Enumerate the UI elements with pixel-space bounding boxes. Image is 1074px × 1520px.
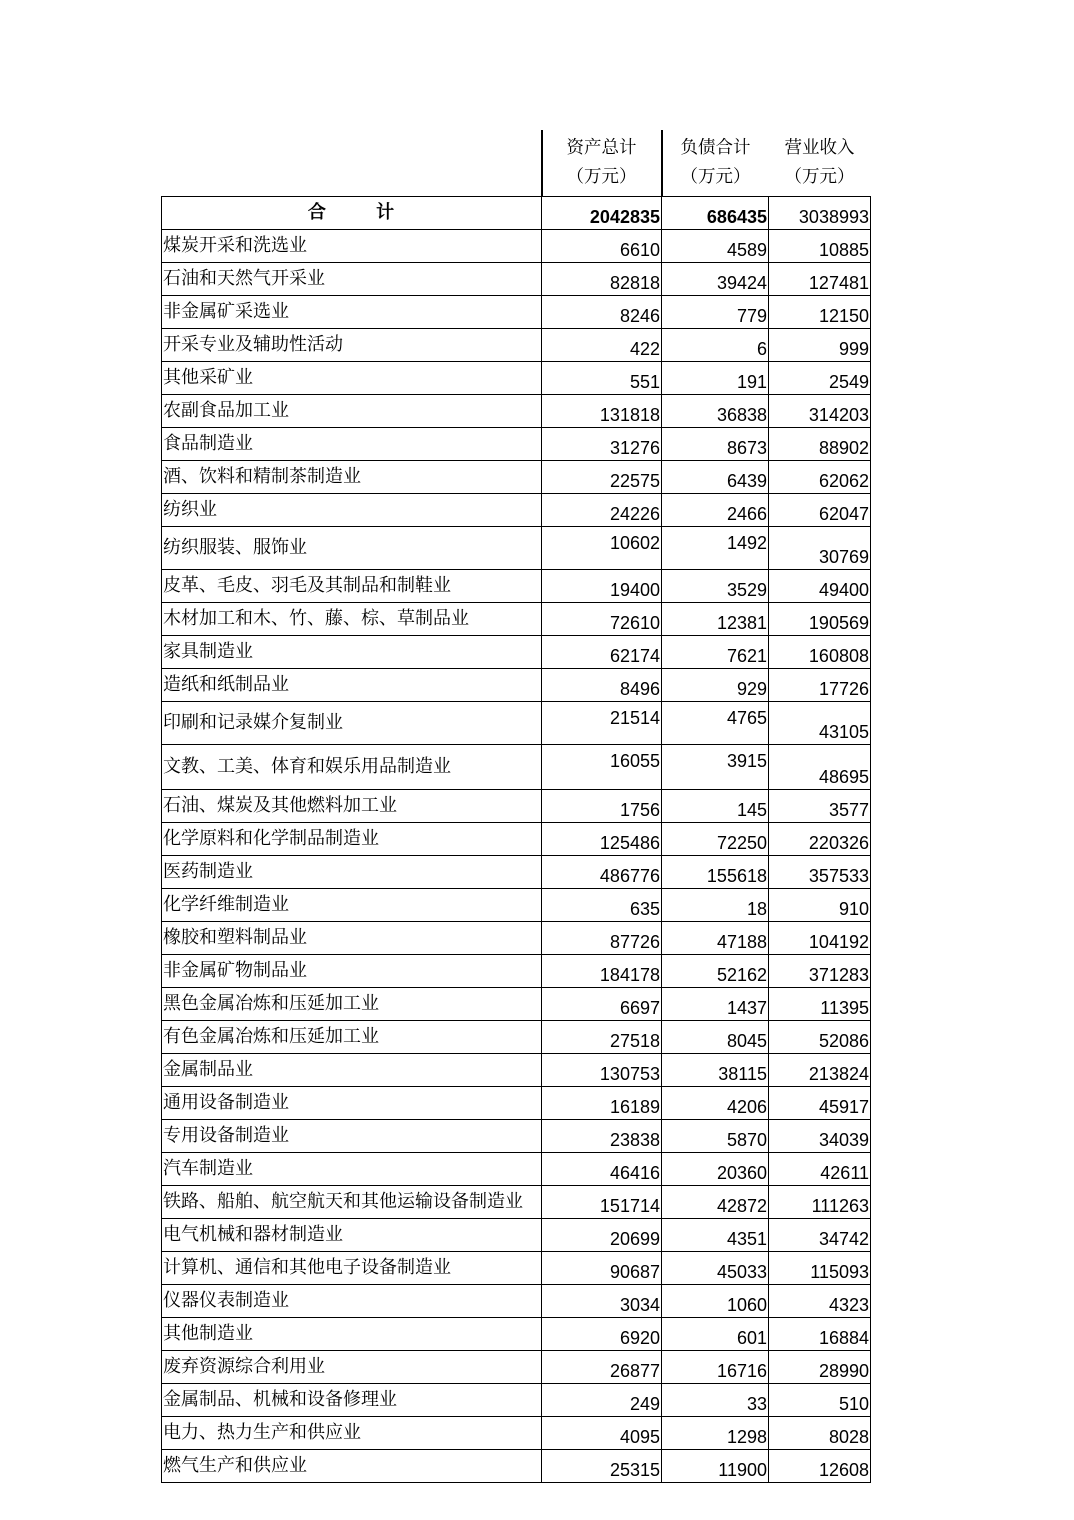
- row-assets: 8246: [542, 296, 662, 329]
- table-row: [162, 527, 871, 570]
- row-liabilities: 20360: [662, 1153, 769, 1186]
- row-liabilities: 36838: [662, 395, 769, 428]
- total-liabilities: 686435: [662, 197, 769, 230]
- row-name: 非金属矿采选业: [162, 296, 542, 329]
- row-liabilities: 2466: [662, 494, 769, 527]
- table-row: [162, 955, 871, 988]
- row-revenue: 34742: [769, 1219, 871, 1252]
- row-revenue: 160808: [769, 636, 871, 669]
- total-assets: 2042835: [542, 197, 662, 230]
- row-revenue: 43105: [769, 702, 871, 745]
- row-revenue: 10885: [769, 230, 871, 263]
- row-assets: 635: [542, 889, 662, 922]
- table-row: [162, 263, 871, 296]
- row-name: 煤炭开采和洗选业: [162, 230, 542, 263]
- row-revenue: 62062: [769, 461, 871, 494]
- table-row: [162, 296, 871, 329]
- row-revenue: 45917: [769, 1087, 871, 1120]
- row-name: 铁路、船舶、航空航天和其他运输设备制造业: [162, 1186, 542, 1219]
- row-liabilities: 3915: [662, 745, 769, 790]
- row-liabilities: 8673: [662, 428, 769, 461]
- row-name: 造纸和纸制品业: [162, 669, 542, 702]
- row-assets: 62174: [542, 636, 662, 669]
- table-row: [162, 494, 871, 527]
- row-revenue: 3577: [769, 790, 871, 823]
- row-revenue: 111263: [769, 1186, 871, 1219]
- table-row: [162, 1120, 871, 1153]
- table-row: [162, 230, 871, 263]
- row-name: 金属制品、机械和设备修理业: [162, 1384, 542, 1417]
- row-name: 废弃资源综合利用业: [162, 1351, 542, 1384]
- table-row: [162, 1384, 871, 1417]
- row-assets: 10602: [542, 527, 662, 570]
- row-revenue: 88902: [769, 428, 871, 461]
- row-assets: 6920: [542, 1318, 662, 1351]
- row-liabilities: 1492: [662, 527, 769, 570]
- row-liabilities: 601: [662, 1318, 769, 1351]
- row-liabilities: 1437: [662, 988, 769, 1021]
- table-row: [162, 603, 871, 636]
- row-name: 金属制品业: [162, 1054, 542, 1087]
- row-name: 其他制造业: [162, 1318, 542, 1351]
- table-row: [162, 988, 871, 1021]
- row-name: 非金属矿物制品业: [162, 955, 542, 988]
- row-revenue: 510: [769, 1384, 871, 1417]
- row-revenue: 42611: [769, 1153, 871, 1186]
- table-row: [162, 1417, 871, 1450]
- row-name: 通用设备制造业: [162, 1087, 542, 1120]
- row-assets: 151714: [542, 1186, 662, 1219]
- row-liabilities: 5870: [662, 1120, 769, 1153]
- table-row: [162, 1087, 871, 1120]
- row-name: 石油和天然气开采业: [162, 263, 542, 296]
- table-header-row: [162, 130, 871, 197]
- row-assets: 184178: [542, 955, 662, 988]
- row-revenue: 11395: [769, 988, 871, 1021]
- row-revenue: 910: [769, 889, 871, 922]
- row-revenue: 52086: [769, 1021, 871, 1054]
- table-row: [162, 636, 871, 669]
- row-assets: 87726: [542, 922, 662, 955]
- industry-table: [161, 130, 871, 1483]
- row-name: 专用设备制造业: [162, 1120, 542, 1153]
- row-assets: 26877: [542, 1351, 662, 1384]
- table-row: [162, 702, 871, 745]
- row-assets: 8496: [542, 669, 662, 702]
- row-assets: 23838: [542, 1120, 662, 1153]
- row-name: 计算机、通信和其他电子设备制造业: [162, 1252, 542, 1285]
- row-assets: 20699: [542, 1219, 662, 1252]
- row-liabilities: 47188: [662, 922, 769, 955]
- row-assets: 25315: [542, 1450, 662, 1483]
- row-revenue: 8028: [769, 1417, 871, 1450]
- row-liabilities: 6: [662, 329, 769, 362]
- row-revenue: 357533: [769, 856, 871, 889]
- row-revenue: 115093: [769, 1252, 871, 1285]
- row-assets: 551: [542, 362, 662, 395]
- row-assets: 22575: [542, 461, 662, 494]
- row-name: 食品制造业: [162, 428, 542, 461]
- row-liabilities: 11900: [662, 1450, 769, 1483]
- row-revenue: 213824: [769, 1054, 871, 1087]
- row-liabilities: 6439: [662, 461, 769, 494]
- row-liabilities: 18: [662, 889, 769, 922]
- row-liabilities: 7621: [662, 636, 769, 669]
- row-name: 农副食品加工业: [162, 395, 542, 428]
- row-name: 印刷和记录媒介复制业: [162, 702, 542, 745]
- table-body: [162, 130, 871, 1483]
- row-assets: 27518: [542, 1021, 662, 1054]
- header-blank-cell: [162, 130, 542, 197]
- row-liabilities: 12381: [662, 603, 769, 636]
- row-name: 纺织业: [162, 494, 542, 527]
- table-row: [162, 329, 871, 362]
- row-assets: 72610: [542, 603, 662, 636]
- row-assets: 46416: [542, 1153, 662, 1186]
- row-name: 皮革、毛皮、羽毛及其制品和制鞋业: [162, 570, 542, 603]
- table-row: [162, 395, 871, 428]
- row-liabilities: 33: [662, 1384, 769, 1417]
- row-assets: 16055: [542, 745, 662, 790]
- table-row: [162, 889, 871, 922]
- row-revenue: 34039: [769, 1120, 871, 1153]
- row-name: 其他采矿业: [162, 362, 542, 395]
- table-row: [162, 1351, 871, 1384]
- total-label: 合 计: [162, 197, 542, 230]
- row-assets: 1756: [542, 790, 662, 823]
- row-liabilities: 4206: [662, 1087, 769, 1120]
- table-row: [162, 570, 871, 603]
- header-revenue: [769, 130, 871, 197]
- row-revenue: 12150: [769, 296, 871, 329]
- row-revenue: 62047: [769, 494, 871, 527]
- row-name: 电气机械和器材制造业: [162, 1219, 542, 1252]
- row-revenue: 30769: [769, 527, 871, 570]
- row-revenue: 371283: [769, 955, 871, 988]
- row-liabilities: 779: [662, 296, 769, 329]
- row-revenue: 2549: [769, 362, 871, 395]
- row-revenue: 48695: [769, 745, 871, 790]
- table-row: [162, 790, 871, 823]
- row-revenue: 28990: [769, 1351, 871, 1384]
- row-revenue: 314203: [769, 395, 871, 428]
- row-name: 黑色金属冶炼和压延加工业: [162, 988, 542, 1021]
- table-row: [162, 669, 871, 702]
- table-row: [162, 1186, 871, 1219]
- header-liabilities-label: 负债合计: [680, 138, 751, 158]
- row-name: 燃气生产和供应业: [162, 1450, 542, 1483]
- row-revenue: 4323: [769, 1285, 871, 1318]
- row-assets: 6697: [542, 988, 662, 1021]
- row-assets: 3034: [542, 1285, 662, 1318]
- row-revenue: 127481: [769, 263, 871, 296]
- row-name: 纺织服装、服饰业: [162, 527, 542, 570]
- table-row: [162, 922, 871, 955]
- row-liabilities: 929: [662, 669, 769, 702]
- header-liabilities-unit: （万元）: [680, 167, 751, 187]
- header-revenue-label: 营业收入: [784, 138, 855, 158]
- row-name: 汽车制造业: [162, 1153, 542, 1186]
- table-row: [162, 823, 871, 856]
- row-assets: 125486: [542, 823, 662, 856]
- row-liabilities: 38115: [662, 1054, 769, 1087]
- row-liabilities: 4765: [662, 702, 769, 745]
- table-row: [162, 362, 871, 395]
- row-liabilities: 145: [662, 790, 769, 823]
- header-assets-unit: （万元）: [566, 167, 637, 187]
- table-row: [162, 1153, 871, 1186]
- row-assets: 90687: [542, 1252, 662, 1285]
- row-revenue: 17726: [769, 669, 871, 702]
- row-liabilities: 16716: [662, 1351, 769, 1384]
- header-assets-label: 资产总计: [566, 138, 637, 158]
- row-revenue: 220326: [769, 823, 871, 856]
- row-name: 化学纤维制造业: [162, 889, 542, 922]
- table-row: [162, 1252, 871, 1285]
- header-revenue-unit: （万元）: [784, 167, 855, 187]
- table-row: [162, 856, 871, 889]
- total-row: [162, 197, 871, 230]
- row-name: 酒、饮料和精制茶制造业: [162, 461, 542, 494]
- row-assets: 422: [542, 329, 662, 362]
- row-liabilities: 3529: [662, 570, 769, 603]
- row-revenue: 12608: [769, 1450, 871, 1483]
- row-name: 有色金属冶炼和压延加工业: [162, 1021, 542, 1054]
- row-name: 电力、热力生产和供应业: [162, 1417, 542, 1450]
- table-row: [162, 1285, 871, 1318]
- table-row: [162, 1054, 871, 1087]
- row-name: 医药制造业: [162, 856, 542, 889]
- table-row: [162, 1450, 871, 1483]
- row-assets: 31276: [542, 428, 662, 461]
- row-name: 仪器仪表制造业: [162, 1285, 542, 1318]
- row-name: 化学原料和化学制品制造业: [162, 823, 542, 856]
- row-revenue: 49400: [769, 570, 871, 603]
- table-row: [162, 461, 871, 494]
- row-revenue: 16884: [769, 1318, 871, 1351]
- row-liabilities: 1298: [662, 1417, 769, 1450]
- row-revenue: 999: [769, 329, 871, 362]
- row-assets: 4095: [542, 1417, 662, 1450]
- row-assets: 249: [542, 1384, 662, 1417]
- row-liabilities: 52162: [662, 955, 769, 988]
- row-liabilities: 155618: [662, 856, 769, 889]
- row-assets: 131818: [542, 395, 662, 428]
- row-assets: 19400: [542, 570, 662, 603]
- table-row: [162, 1219, 871, 1252]
- row-assets: 130753: [542, 1054, 662, 1087]
- total-revenue: 3038993: [769, 197, 871, 230]
- table-row: [162, 1021, 871, 1054]
- row-revenue: 104192: [769, 922, 871, 955]
- row-liabilities: 4589: [662, 230, 769, 263]
- row-liabilities: 72250: [662, 823, 769, 856]
- header-liabilities: [662, 130, 769, 197]
- row-name: 橡胶和塑料制品业: [162, 922, 542, 955]
- table-row: [162, 745, 871, 790]
- row-assets: 486776: [542, 856, 662, 889]
- row-name: 家具制造业: [162, 636, 542, 669]
- row-liabilities: 8045: [662, 1021, 769, 1054]
- row-liabilities: 1060: [662, 1285, 769, 1318]
- row-name: 木材加工和木、竹、藤、棕、草制品业: [162, 603, 542, 636]
- row-assets: 16189: [542, 1087, 662, 1120]
- header-assets: [542, 130, 662, 197]
- table-row: [162, 1318, 871, 1351]
- row-name: 石油、煤炭及其他燃料加工业: [162, 790, 542, 823]
- row-name: 开采专业及辅助性活动: [162, 329, 542, 362]
- row-assets: 24226: [542, 494, 662, 527]
- row-assets: 21514: [542, 702, 662, 745]
- row-liabilities: 42872: [662, 1186, 769, 1219]
- row-name: 文教、工美、体育和娱乐用品制造业: [162, 745, 542, 790]
- row-liabilities: 39424: [662, 263, 769, 296]
- row-revenue: 190569: [769, 603, 871, 636]
- row-assets: 82818: [542, 263, 662, 296]
- row-liabilities: 191: [662, 362, 769, 395]
- row-liabilities: 4351: [662, 1219, 769, 1252]
- row-liabilities: 45033: [662, 1252, 769, 1285]
- table-row: [162, 428, 871, 461]
- row-assets: 6610: [542, 230, 662, 263]
